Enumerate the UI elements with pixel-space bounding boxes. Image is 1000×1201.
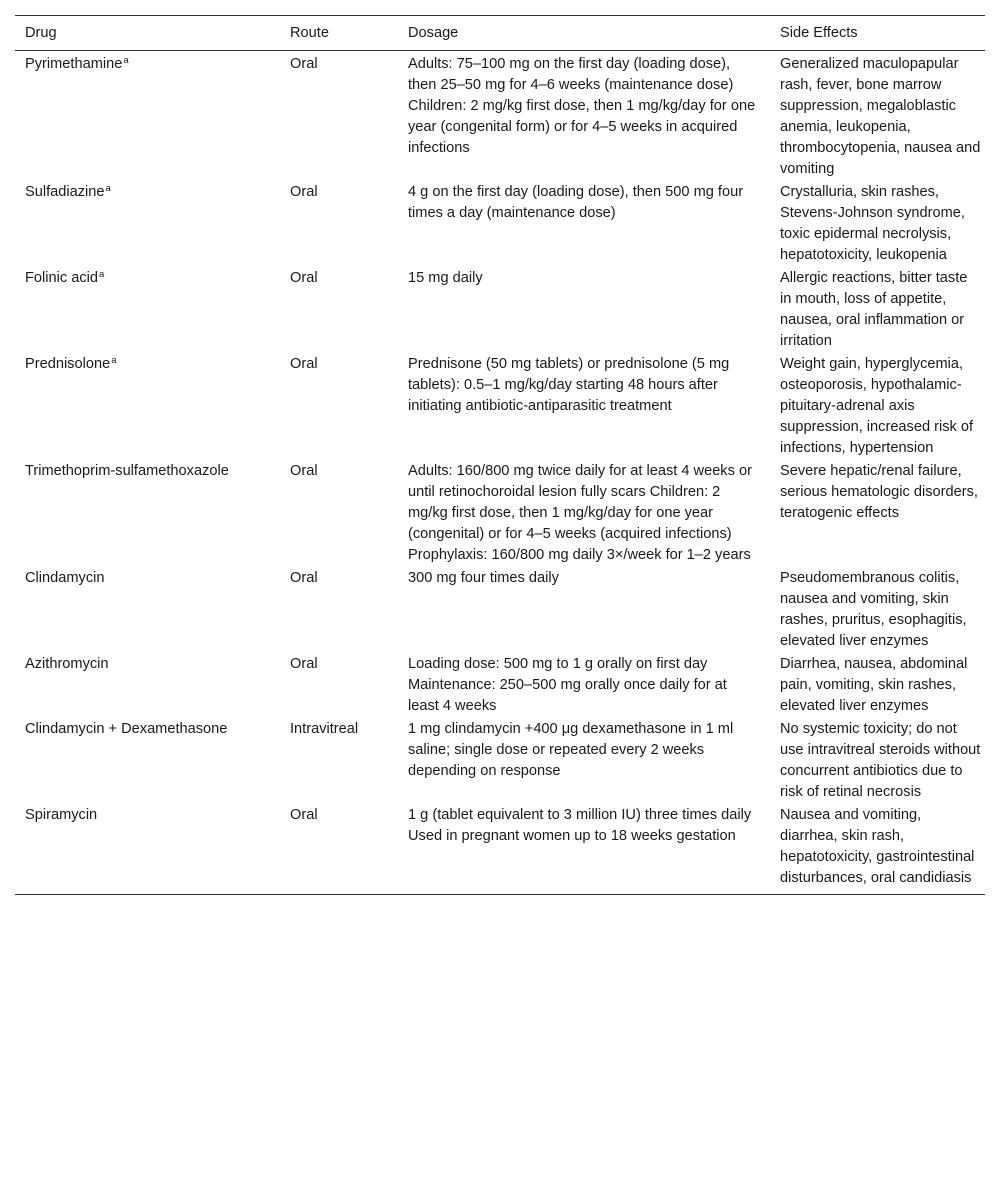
- dosage-cell: Adults: 75–100 mg on the first day (loading dose), then 25–50 mg for 4–6 weeks (maintenance dose) Children: 2 mg/kg first dose, then 1 mg/kg/day for one year (congenital form) or for 4–5 weeks in acquired infections: [408, 56, 756, 156]
- route-cell: Intravitreal: [290, 721, 359, 737]
- footnote-mark: a: [105, 183, 111, 194]
- route-cell: Oral: [290, 270, 318, 286]
- header-drug: Drug: [15, 16, 280, 51]
- dosage-cell: Adults: 160/800 mg twice daily for at least 4 weeks or until retinochoroidal lesion fully scars Children: 2 mg/kg first dose, then 1 mg/kg/day for one year (congenital) or for 4–5 weeks (acquired infections) Prophylaxis: 160/800 mg daily 3×/week for 1–2 years: [408, 463, 752, 563]
- dosage-cell: 1 g (tablet equivalent to 3 million IU) three times daily Used in pregnant women up to 18 weeks gestation: [398, 804, 770, 895]
- drug-cell: [15, 267, 280, 353]
- drug-cell: Clindamycin + Dexamethasone: [25, 721, 228, 737]
- dosage-cell: 15 mg daily: [408, 270, 483, 286]
- table-row: [15, 567, 985, 653]
- footnote-mark: a: [123, 55, 129, 66]
- table-row: [15, 460, 985, 567]
- header-route: Route: [280, 16, 398, 51]
- side-effects-cell: Diarrhea, nausea, abdominal pain, vomiting, skin rashes, elevated liver enzymes: [780, 656, 968, 714]
- route-cell: Oral: [290, 656, 318, 672]
- dosage-cell: Loading dose: 500 mg to 1 g orally on first day Maintenance: 250–500 mg orally once daily for at least 4 weeks: [408, 656, 727, 714]
- drug-cell: Spiramycin: [15, 804, 280, 895]
- table-row: [15, 804, 985, 895]
- table-row: [15, 181, 985, 267]
- drug-cell: Trimethoprim-sulfamethoxazole: [25, 463, 229, 479]
- dosage-cell: 1 mg clindamycin +400 μg dexamethasone in 1 ml saline; single dose or repeated every 2 weeks depending on response: [408, 721, 734, 779]
- table-header: [15, 16, 985, 51]
- drug-cell: [15, 353, 280, 460]
- drug-cell: [15, 51, 280, 182]
- header-dosage: Dosage: [398, 16, 770, 51]
- side-effects-cell: Crystalluria, skin rashes, Stevens-Johnson syndrome, toxic epidermal necrolysis, hepatotoxicity, leukopenia: [780, 184, 965, 263]
- drug-name: Prednisolone: [25, 356, 111, 372]
- drug-name: Folinic acid: [25, 270, 98, 286]
- side-effects-cell: Generalized maculopapular rash, fever, bone marrow suppression, megaloblastic anemia, leukopenia, thrombocytopenia, nausea and vomiting: [780, 56, 981, 177]
- side-effects-cell: Weight gain, hyperglycemia, osteoporosis, hypothalamic-pituitary-adrenal axis suppression, increased risk of infections, hypertension: [780, 356, 974, 456]
- header-side-effects: Side Effects: [770, 16, 985, 51]
- dosage-cell: 4 g on the first day (loading dose), then 500 mg four times a day (maintenance dose): [408, 184, 744, 221]
- drug-name: Sulfadiazine: [25, 184, 105, 200]
- table-row: [15, 718, 985, 804]
- route-cell: Oral: [290, 463, 318, 479]
- table-row: [15, 653, 985, 718]
- route-cell: Oral: [290, 184, 318, 200]
- footnote-mark: a: [111, 355, 117, 366]
- route-cell: Oral: [290, 356, 318, 372]
- side-effects-cell: No systemic toxicity; do not use intravitreal steroids without concurrent antibiotics due to risk of retinal necrosis: [780, 721, 981, 800]
- side-effects-cell: Allergic reactions, bitter taste in mouth, loss of appetite, nausea, oral inflammation or irritation: [780, 270, 968, 349]
- drug-cell: Clindamycin: [25, 570, 105, 586]
- dosage-cell: Prednisone (50 mg tablets) or prednisolone (5 mg tablets): 0.5–1 mg/kg/day starting 48 hours after initiating antibiotic-antiparasitic treatment: [408, 356, 730, 414]
- drug-name: Pyrimethamine: [25, 56, 123, 72]
- route-cell: Oral: [280, 804, 398, 895]
- table-row: [15, 353, 985, 460]
- header-row: [15, 16, 985, 51]
- side-effects-cell: Nausea and vomiting, diarrhea, skin rash, hepatotoxicity, gastrointestinal disturbances, oral candidiasis: [770, 804, 985, 895]
- table-row: [15, 267, 985, 353]
- dosage-cell: 300 mg four times daily: [408, 570, 559, 586]
- footnote-mark: a: [99, 269, 105, 280]
- table-body: [15, 51, 985, 895]
- drug-cell: [15, 181, 280, 267]
- side-effects-cell: Severe hepatic/renal failure, serious hematologic disorders, teratogenic effects: [780, 463, 978, 521]
- side-effects-cell: Pseudomembranous colitis, nausea and vomiting, skin rashes, pruritus, esophagitis, elevated liver enzymes: [780, 570, 967, 649]
- drug-table: [15, 15, 985, 895]
- route-cell: Oral: [290, 570, 318, 586]
- table-row: [15, 51, 985, 182]
- route-cell: Oral: [290, 56, 318, 72]
- drug-cell: Azithromycin: [25, 656, 109, 672]
